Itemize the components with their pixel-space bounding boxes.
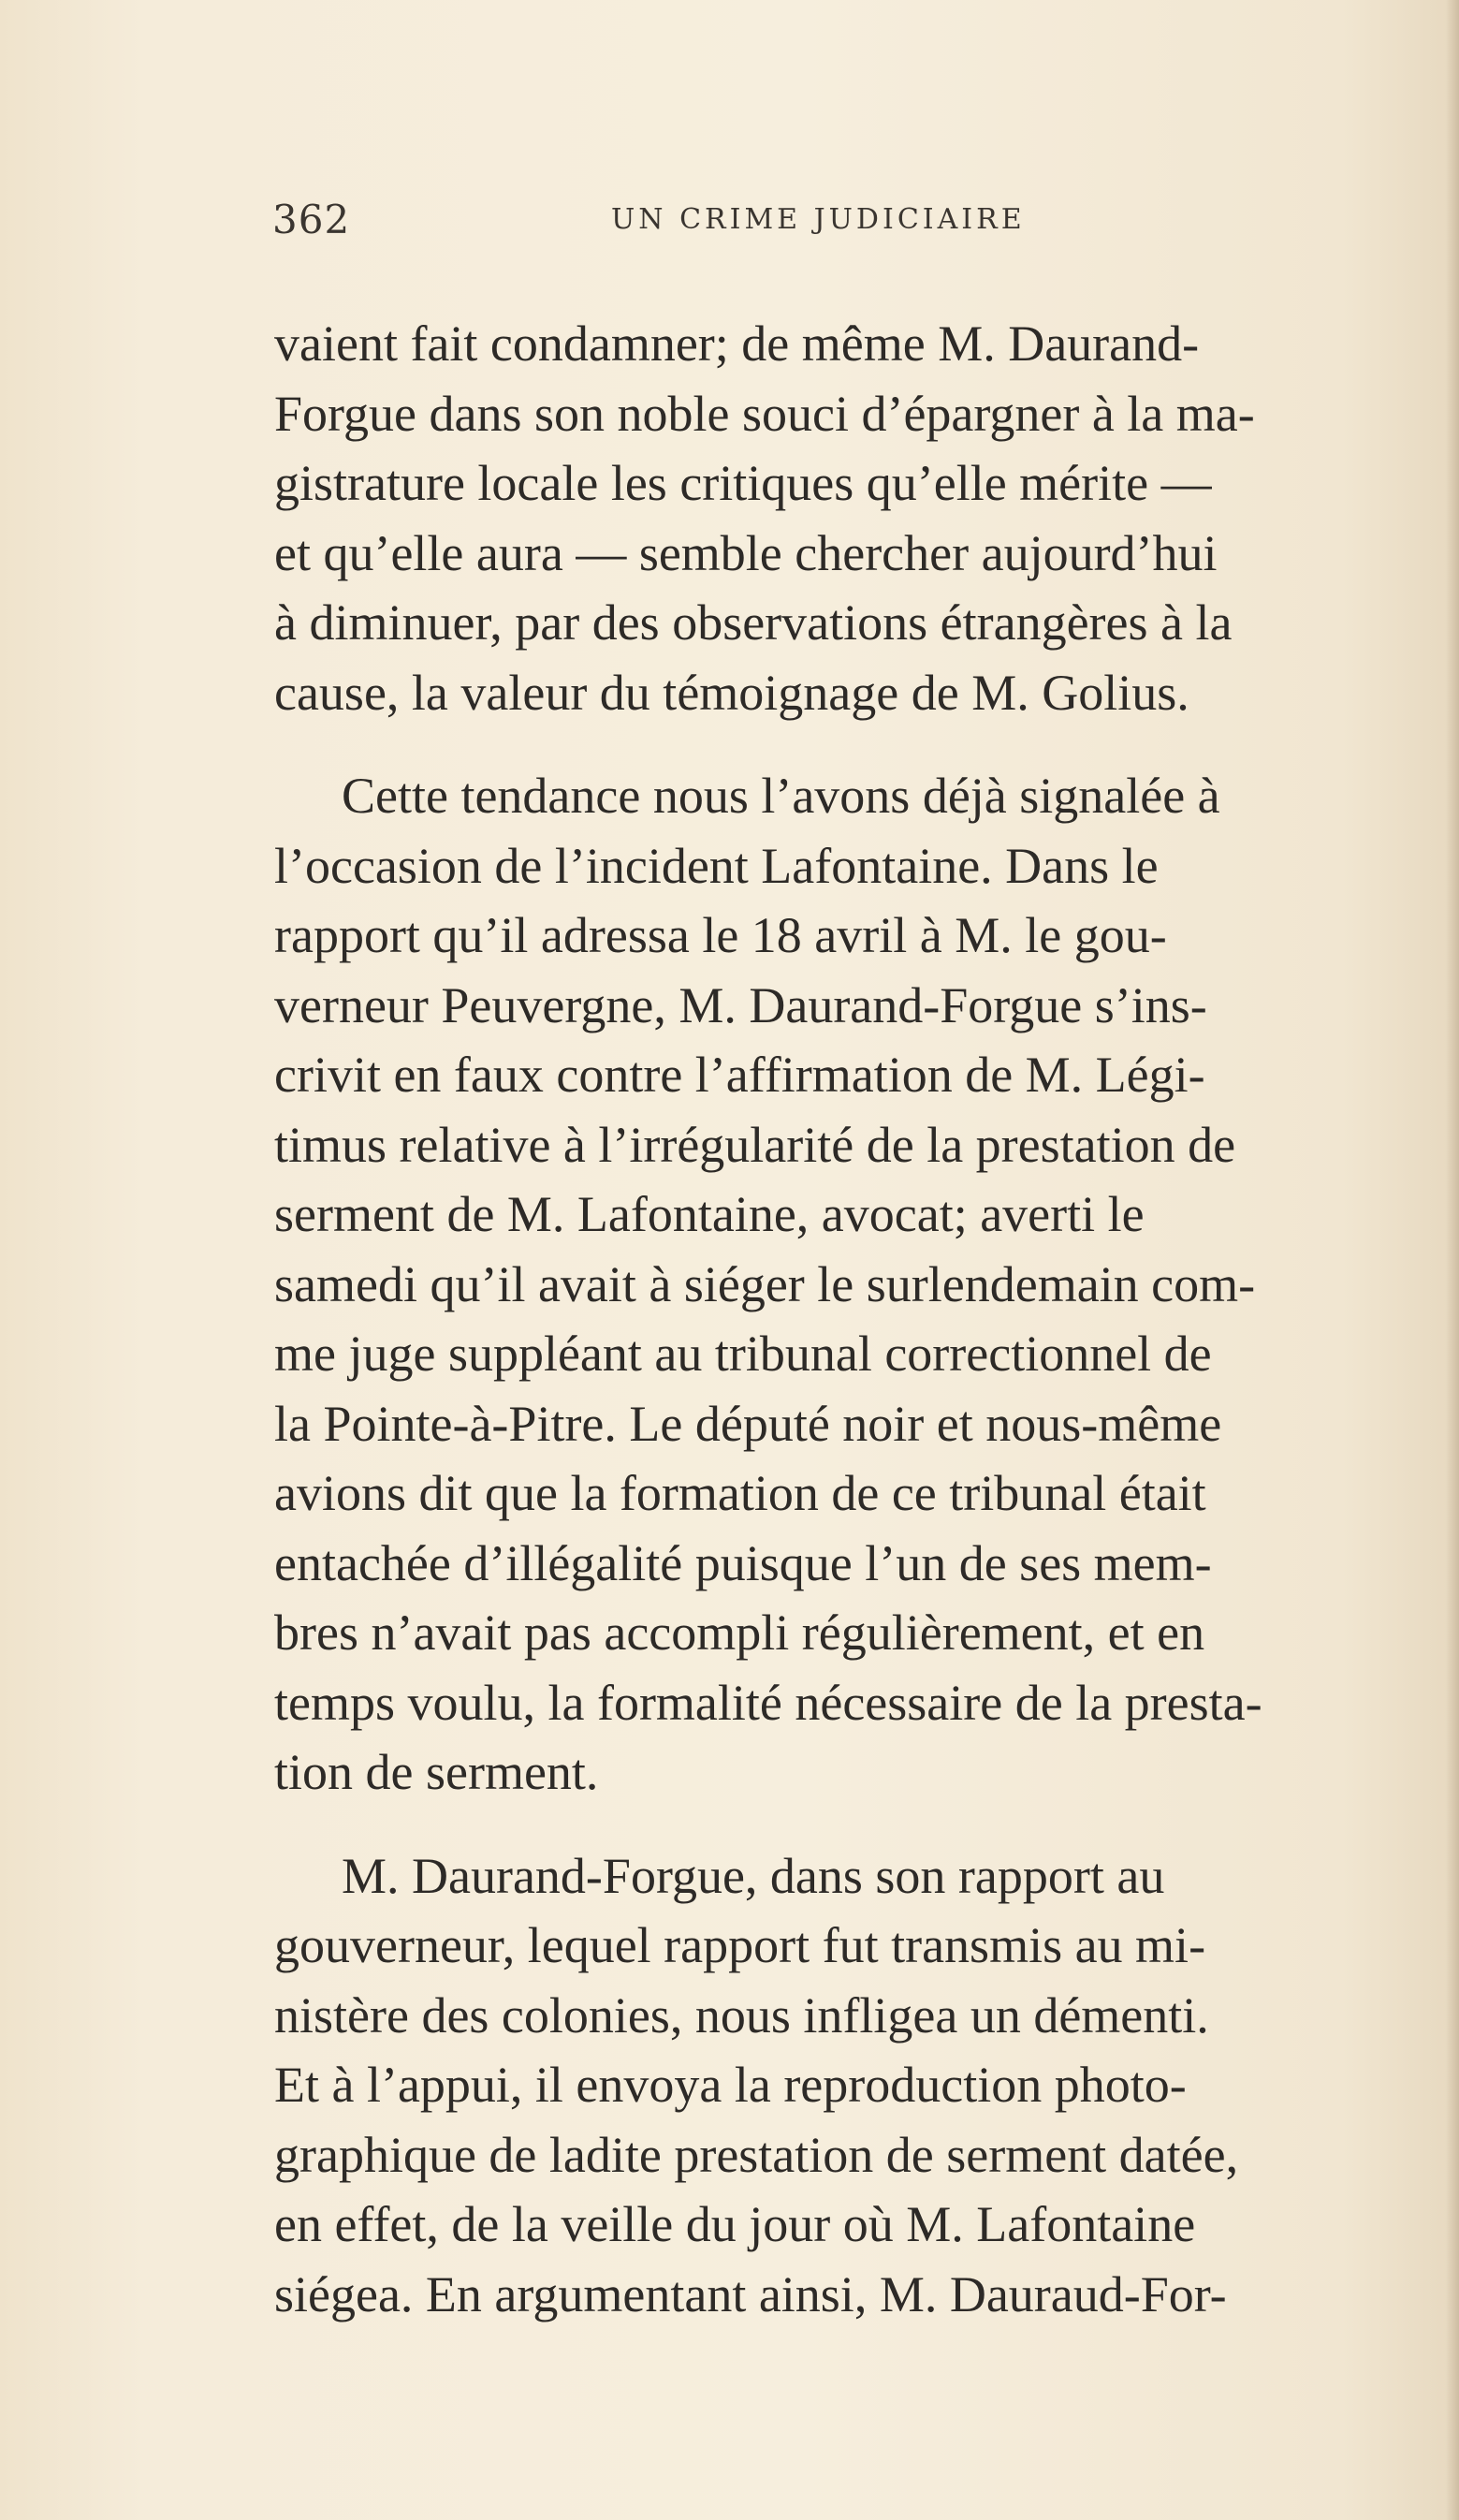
text-line: et qu’elle aura — semble chercher aujourd’hui bbox=[274, 524, 1218, 581]
page-number: 362 bbox=[272, 197, 351, 242]
text-line: M. Daurand-Forgue, dans son rapport au bbox=[342, 1847, 1165, 1904]
text-line: rapport qu’il adressa le 18 avril à M. le gou- bbox=[274, 907, 1167, 963]
text-line: Forgue dans son noble souci d’épargner à la ma- bbox=[274, 385, 1255, 442]
text-line: tion de serment. bbox=[274, 1744, 599, 1800]
paragraph-2 bbox=[274, 761, 1435, 1808]
text-line: Cette tendance nous l’avons déjà signalée à bbox=[342, 768, 1220, 824]
text-line: graphique de ladite prestation de serment datée, bbox=[274, 2126, 1239, 2183]
paragraph-gap bbox=[274, 1808, 1435, 1841]
text-line: vaient fait condamner; de même M. Daurand- bbox=[274, 315, 1200, 372]
text-line: cause, la valeur du témoignage de M. Golius. bbox=[274, 664, 1189, 721]
paragraph-3 bbox=[274, 1841, 1435, 2330]
running-title: UN CRIME JUDICIAIRE bbox=[611, 203, 1026, 236]
text-line: avions dit que la formation de ce tribunal était bbox=[274, 1465, 1206, 1521]
paragraph-1 bbox=[274, 309, 1435, 727]
text-line: temps voulu, la formalité nécessaire de la presta- bbox=[274, 1674, 1262, 1731]
paragraph-gap bbox=[274, 727, 1435, 761]
text-line: siégea. En argumentant ainsi, M. Dauraud-For- bbox=[274, 2265, 1227, 2322]
text-line: entachée d’illégalité puisque l’un de ses mem- bbox=[274, 1534, 1212, 1591]
text-line: bres n’avait pas accompli régulièrement, et en bbox=[274, 1604, 1205, 1661]
text-line: timus relative à l’irrégularité de la prestation de bbox=[274, 1116, 1236, 1173]
text-line: gouverneur, lequel rapport fut transmis au mi- bbox=[274, 1917, 1206, 1973]
text-line: à diminuer, par des observations étrangères à la bbox=[274, 594, 1233, 651]
text-line: serment de M. Lafontaine, avocat; averti le bbox=[274, 1186, 1145, 1242]
text-line: me juge suppléant au tribunal correctionnel de bbox=[274, 1326, 1212, 1382]
text-line: crivit en faux contre l’affirmation de M. Légi- bbox=[274, 1047, 1205, 1103]
text-line: nistère des colonies, nous infligea un démenti. bbox=[274, 1986, 1209, 2044]
text-line: verneur Peuvergne, M. Daurand-Forgue s’ins- bbox=[274, 976, 1207, 1033]
page-edge-shadow bbox=[1446, 0, 1459, 2520]
text-line: l’occasion de l’incident Lafontaine. Dans le bbox=[274, 837, 1159, 894]
body-text bbox=[274, 309, 1435, 2329]
running-head bbox=[272, 192, 1433, 248]
text-line: en effet, de la veille du jour où M. Lafontaine bbox=[274, 2196, 1196, 2252]
text-line: gistrature locale les critiques qu’elle mérite — bbox=[274, 455, 1212, 511]
text-line: samedi qu’il avait à siéger le surlendemain com- bbox=[274, 1255, 1256, 1312]
text-line: Et à l’appui, il envoya la reproduction photo- bbox=[274, 2057, 1187, 2113]
text-line: la Pointe-à-Pitre. Le député noir et nous-même bbox=[274, 1395, 1222, 1452]
